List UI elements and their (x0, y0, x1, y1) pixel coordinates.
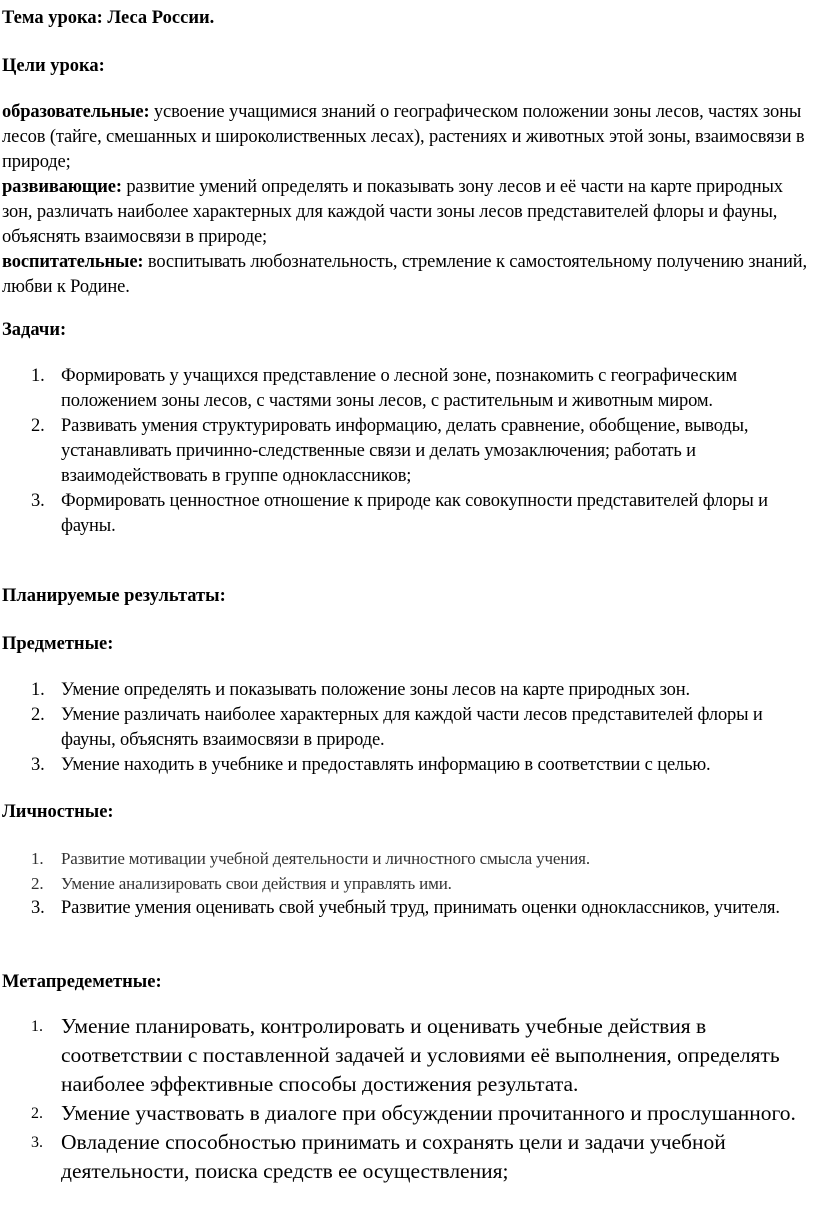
list-number: 2. (31, 416, 45, 436)
list-item-text: Формировать ценностное отношение к природе как совокупности представителей флоры и фауны. (61, 491, 768, 536)
list-number: 1. (31, 1018, 43, 1035)
goal-educational (2, 100, 814, 175)
goal-text: усвоение учащимися знаний о географическом положении зоны лесов, частях зоны лесов (тайге, смешанных и широколиственных лесах), растениях и животных этой зоны, взаимосвязи в природе; (2, 102, 805, 172)
list-number: 1. (31, 366, 45, 386)
meta-results-heading: Метапредеметные: (2, 972, 162, 992)
list-item-text: Овладение способностью принимать и сохранять цели и задачи учебной деятельности, поиска средств ее осуществления; (61, 1130, 726, 1183)
list-item (0, 678, 816, 703)
list-item (0, 364, 816, 414)
lesson-title: Тема урока: Леса России. (2, 8, 215, 28)
list-item-text: Умение участвовать в диалоге при обсуждении прочитанного и прослушанного. (61, 1101, 796, 1125)
list-item-text: Развивать умения структурировать информацию, делать сравнение, обобщение, выводы, устанавливать причинно-следственные связи и делать умозаключения; работать и взаимодействовать в группе одноклассников; (61, 416, 749, 486)
tasks-list (0, 364, 816, 539)
goal-developing (2, 175, 814, 250)
list-item-text: Развитие мотивации учебной деятельности и личностного смысла учения. (61, 849, 590, 868)
goal-label: образовательные: (2, 102, 150, 122)
list-item (0, 1099, 816, 1128)
list-item-text: Умение анализировать свои действия и управлять ими. (61, 874, 452, 893)
personal-results-list (0, 846, 816, 921)
tasks-heading: Задачи: (2, 320, 67, 340)
subject-results-heading: Предметные: (2, 634, 114, 654)
goals-heading: Цели урока: (2, 56, 105, 76)
list-item (0, 846, 816, 871)
subject-results-list (0, 678, 816, 778)
personal-results-heading: Личностные: (2, 802, 114, 822)
list-number: 3. (31, 491, 45, 511)
list-number: 3. (31, 755, 45, 775)
list-item-text: Умение находить в учебнике и предоставлять информацию в соответствии с целью. (61, 755, 711, 775)
list-item-text: Умение различать наиболее характерных для каждой части лесов представителей флоры и фауны, объяснять взаимосвязи в природе. (61, 705, 763, 750)
list-item-text: Умение планировать, контролировать и оценивать учебные действия в соответствии с поставленной задачей и условиями её выполнения, определять наиболее эффективные способы достижения результата. (61, 1014, 780, 1096)
goals-list (2, 100, 814, 300)
goal-text: развитие умений определять и показывать зону лесов и её части на карте природных зон, различать наиболее характерных для каждой части зоны лесов представителей флоры и фауны, объяснять взаимосвязи в природе; (2, 177, 783, 247)
goal-text: воспитывать любознательность, стремление к самостоятельному получению знаний, любви к Родине. (2, 252, 807, 297)
list-item (0, 414, 816, 489)
list-item-text: Умение определять и показывать положение зоны лесов на карте природных зон. (61, 680, 690, 700)
list-item (0, 896, 816, 921)
list-number: 3. (31, 898, 45, 918)
list-number: 2. (31, 705, 45, 725)
list-number: 1. (31, 849, 44, 868)
list-item (0, 1128, 816, 1186)
list-number: 2. (31, 1105, 43, 1122)
results-heading: Планируемые результаты: (2, 586, 226, 606)
list-item (0, 489, 816, 539)
goal-label: развивающие: (2, 177, 122, 197)
goal-upbringing (2, 250, 814, 300)
list-item-text: Формировать у учащихся представление о лесной зоне, познакомить с географическим положением зоны лесов, с частями зоны лесов, с растительным и животным миром. (61, 366, 738, 411)
list-number: 1. (31, 680, 45, 700)
list-item (0, 871, 816, 896)
list-item (0, 703, 816, 753)
list-item (0, 753, 816, 778)
list-item-text: Развитие умения оценивать свой учебный труд, принимать оценки одноклассников, учителя. (61, 898, 780, 918)
goal-label: воспитательные: (2, 252, 144, 272)
list-number: 3. (31, 1134, 43, 1151)
list-item (0, 1012, 816, 1099)
list-number: 2. (31, 874, 44, 893)
meta-results-list (0, 1012, 816, 1186)
